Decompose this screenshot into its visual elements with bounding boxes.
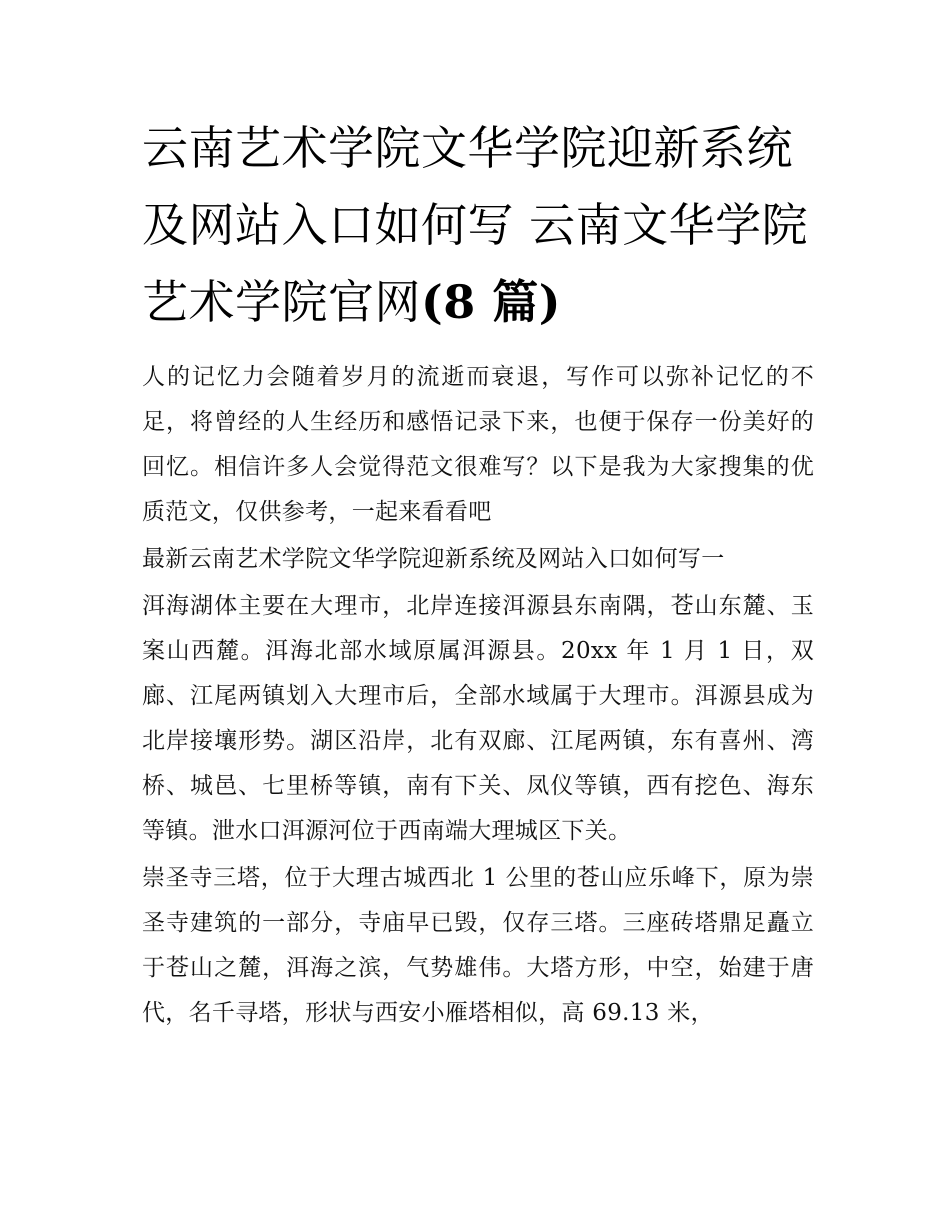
title-count: (8 篇) [421,275,562,329]
title-main: 云南艺术学院文华学院迎新系统及网站入口如何写 云南文华学院艺术学院官网 [142,121,809,329]
document-content [142,110,814,1036]
erhai-paragraph: 洱海湖体主要在大理市，北岸连接洱源县东南隅，苍山东麓、玉案山西麓。洱海北部水域原属洱源县。20xx 年 1 月 1 日，双廊、江尾两镇划入大理市后，全部水域属于大理市。洱源县成为北岸接壤形势。湖区沿岸，北有双廊、江尾两镇，东有喜州、湾桥、城邑、七里桥等镇，南有下关、凤仪等镇，西有挖色、海东等镇。泄水口洱源河位于西南端大理城区下关。 [142,593,814,844]
three-pagodas-paragraph: 崇圣寺三塔，位于大理古城西北 1 公里的苍山应乐峰下，原为崇圣寺建筑的一部分，寺庙早已毁，仅存三塔。三座砖塔鼎足矗立于苍山之麓，洱海之滨，气势雄伟。大塔方形，中空，始建于唐代，名千寻塔，形状与西安小雁塔相似，高 69.13 米， [142,865,814,1026]
intro-paragraph: 人的记忆力会随着岁月的流逝而衰退，写作可以弥补记忆的不足，将曾经的人生经历和感悟记录下来，也便于保存一份美好的回忆。相信许多人会觉得范文很难写？以下是我为大家搜集的优质范文，仅供参考，一起来看看吧 [142,364,814,525]
document-body [142,355,814,1036]
section-heading: 最新云南艺术学院文华学院迎新系统及网站入口如何写一 [142,546,725,572]
document-title [142,110,814,341]
